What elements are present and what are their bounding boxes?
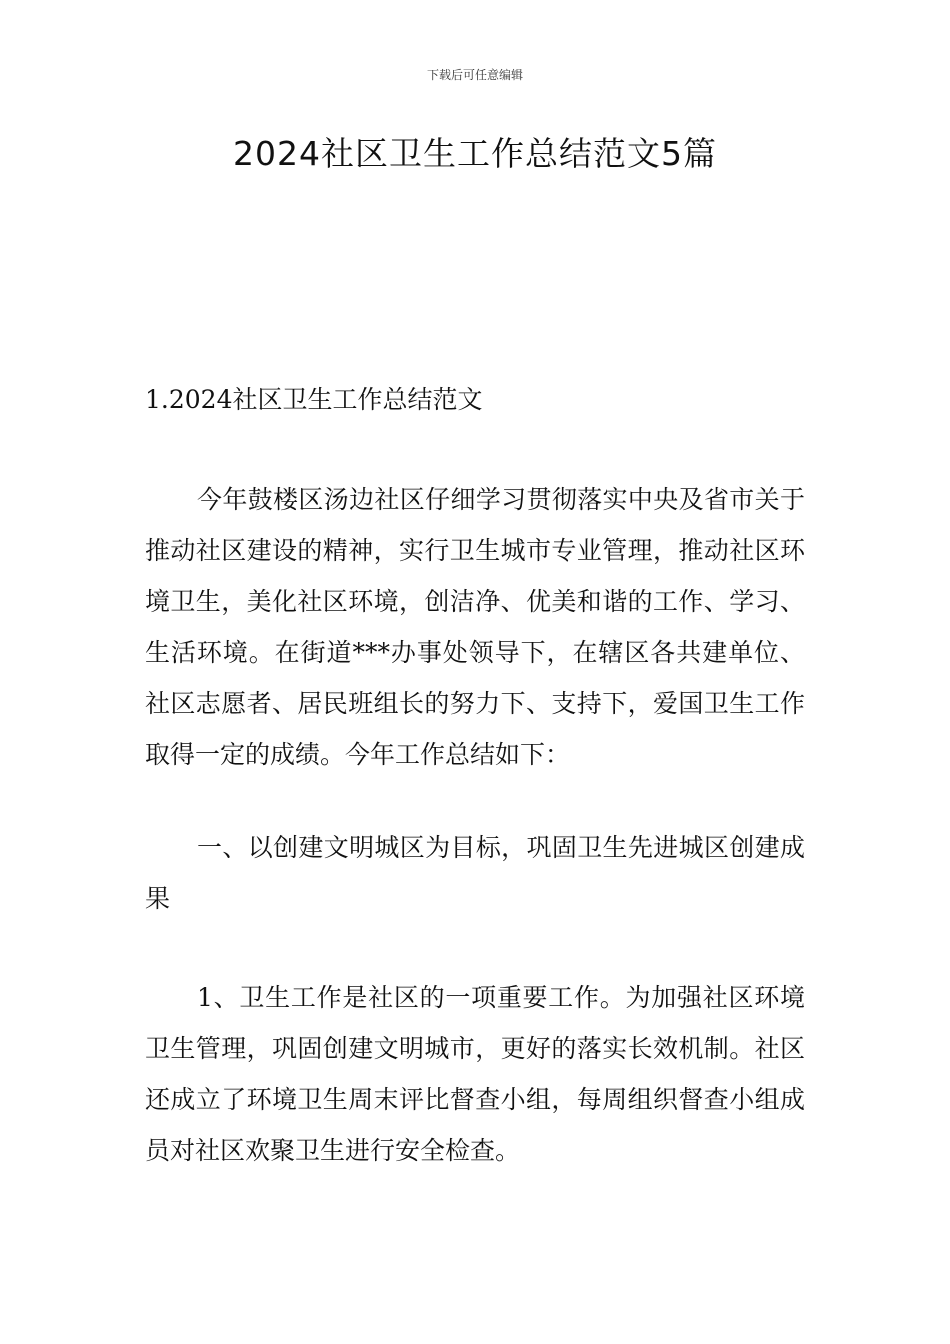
paragraph-item-1: 1、卫生工作是社区的一项重要工作。为加强社区环境卫生管理，巩固创建文明城市，更好的落实长效机制。社区还成立了环境卫生周末评比督查小组，每周组织督查小组成员对社区欢聚卫生进行安全检查。 bbox=[145, 983, 805, 1165]
header-note: 下载后可任意编辑 bbox=[426, 68, 523, 82]
document-title: 2024社区卫生工作总结范文5篇 bbox=[233, 134, 717, 173]
section-heading: 1.2024社区卫生工作总结范文 bbox=[145, 385, 483, 414]
paragraph-subheading: 一、以创建文明城区为目标，巩固卫生先进城区创建成果 bbox=[145, 833, 805, 913]
paragraph-intro: 今年鼓楼区汤边社区仔细学习贯彻落实中央及省市关于推动社区建设的精神，实行卫生城市专业管理，推动社区环境卫生，美化社区环境，创洁净、优美和谐的工作、学习、生活环境。在街道***办事处领导下，在辖区各共建单位、社区志愿者、居民班组长的努力下、支持下，爱国卫生工作取得一定的成绩。今年工作总结如下： bbox=[145, 485, 805, 769]
